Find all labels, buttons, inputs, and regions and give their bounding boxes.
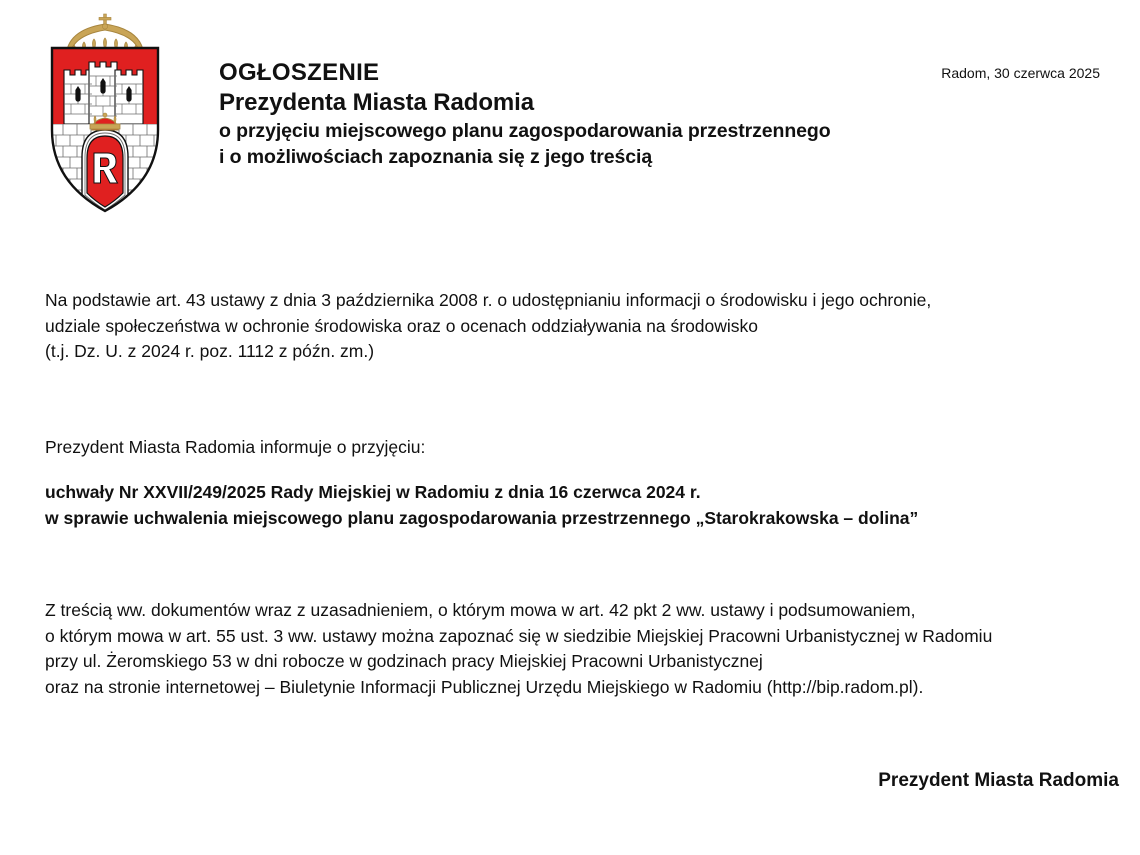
resolution-line: uchwały Nr XXVII/249/2025 Rady Miejskiej w Radomiu z dnia 16 czerwca 2024 r. [45, 482, 701, 502]
page-subtitle-authority: Prezydenta Miasta Radomia [219, 89, 534, 116]
resolution-line: w sprawie uchwalenia miejscowego planu zagospodarowania przestrzennego „Starokrakowska – dolina” [45, 507, 919, 528]
radom-coat-of-arms-icon [44, 12, 166, 217]
page-subtitle-line-2: i o możliwościach zapoznania się z jego treścią [219, 146, 653, 168]
legal-basis-line: Na podstawie art. 43 ustawy z dnia 3 października 2008 r. o udostępnianiu informacji o środowisku i jego ochronie, [45, 290, 932, 310]
availability-paragraph [45, 598, 992, 700]
legal-basis-line: (t.j. Dz. U. z 2024 r. poz. 1112 z późn. zm.) [45, 341, 375, 361]
title-block [219, 58, 909, 170]
page-title: OGŁOSZENIE [219, 59, 380, 86]
informs-intro-paragraph: Prezydent Miasta Radomia informuje o przyjęciu: [45, 437, 426, 457]
resolution-paragraph [45, 480, 918, 531]
shield-body [52, 48, 158, 216]
page-subtitle-line-1: o przyjęciu miejscowego planu zagospodarowania przestrzennego [219, 120, 831, 142]
availability-line: o którym mowa w art. 55 ust. 3 ww. ustawy można zapoznać się w siedzibie Miejskiej Pracowni Urbanistycznej w Radomiu [45, 625, 993, 646]
legal-basis-paragraph [45, 288, 931, 365]
document-header [0, 0, 1140, 230]
signature-block: Prezydent Miasta Radomia [878, 770, 1119, 791]
dateline: Radom, 30 czerwca 2025 [941, 65, 1100, 81]
availability-line: przy ul. Żeromskiego 53 w dni robocze w godzinach pracy Miejskiej Pracowni Urbanistycznej [45, 651, 763, 671]
availability-line: Z treścią ww. dokumentów wraz z uzasadnieniem, o którym mowa w art. 42 pkt 2 ww. ustawy i podsumowaniem, [45, 600, 916, 620]
legal-basis-line: udziale społeczeństwa w ochronie środowiska oraz o ocenach oddziaływania na środowisko [45, 315, 759, 336]
availability-line: oraz na stronie internetowej – Biuletynie Informacji Publicznej Urzędu Miejskiego w Radomiu (http://bip.radom.pl). [45, 676, 924, 697]
